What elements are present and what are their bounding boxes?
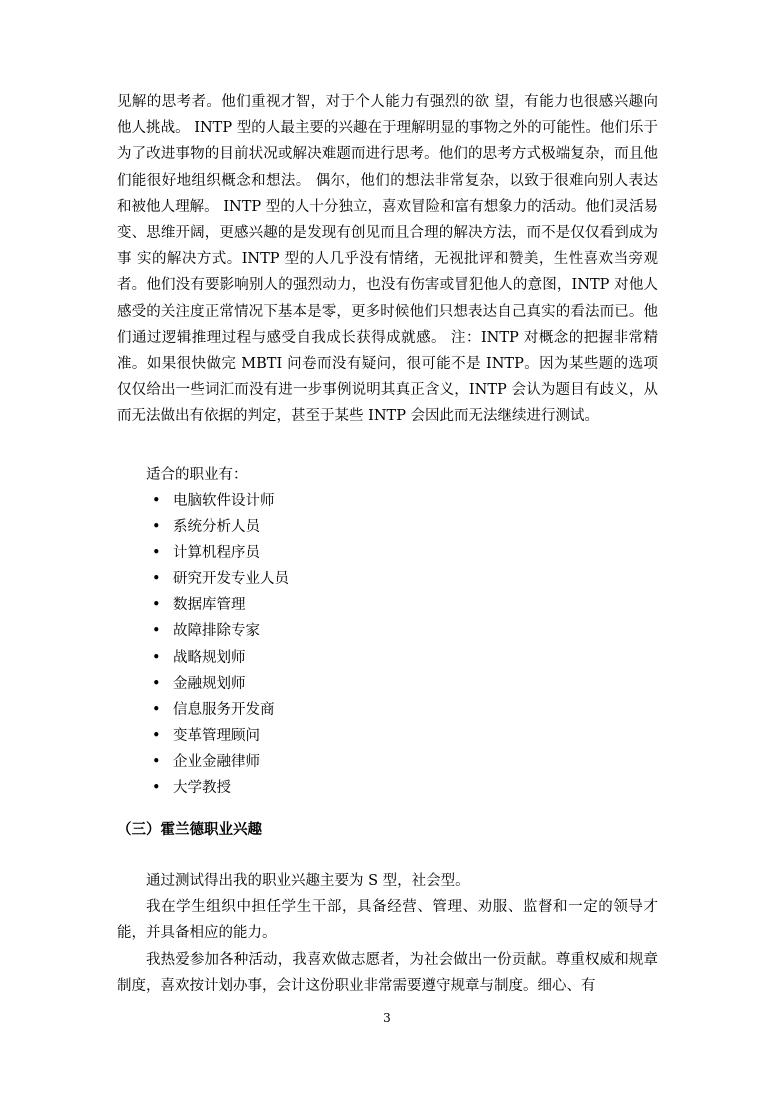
list-item: • 数据库管理 [152,592,289,618]
holland-section-body [117,868,658,999]
list-item: • 战略规划师 [152,645,289,671]
list-item: • 大学教授 [152,775,289,801]
careers-list [152,488,289,801]
bullet-icon: • [152,519,161,536]
bullet-icon: • [152,571,161,588]
list-item: • 研究开发专业人员 [152,566,289,592]
list-item: • 系统分析人员 [152,514,289,540]
bullet-icon: • [152,597,161,614]
bullet-icon: • [152,727,161,744]
list-item: • 计算机程序员 [152,540,289,566]
bullet-icon: • [152,623,161,640]
section-heading: （三）霍兰德职业兴趣 [117,822,262,838]
bullet-icon: • [152,493,161,509]
holland-paragraph: 我热爱参加各种活动，我喜欢做志愿者，为社会做出一份贡献。尊重权威和规章制度，喜欢按计划办事，会计这份职业非常需要遵守规章与制度。细心、有 [117,951,658,994]
list-item: • 信息服务开发商 [152,697,289,723]
list-item: • 电脑软件设计师 [152,488,289,514]
list-item: • 金融规划师 [152,671,289,697]
list-item: • 企业金融律师 [152,749,289,775]
bullet-icon: • [152,780,161,797]
bullet-icon: • [152,649,161,666]
bullet-icon: • [152,753,161,770]
page-number: 3 [383,1011,391,1025]
list-item: • 故障排除专家 [152,618,289,644]
bullet-icon: • [152,545,161,562]
bullet-icon: • [152,701,161,718]
holland-paragraph: 通过测试得出我的职业兴趣主要为 S 型，社会型。 [146,873,470,889]
careers-heading: 适合的职业有： [146,467,248,483]
holland-paragraph: 我在学生组织中担任学生干部，具备经营、管理、劝服、监督和一定的领导才能，并具备相应的能力。 [117,899,658,942]
list-item: • 变革管理顾问 [152,723,289,749]
intp-description-paragraph: 见解的思考者。他们重视才智，对于个人能力有强烈的欲 望，有能力也很感兴趣向他人挑战。 INTP 型的人最主要的兴趣在于理解明显的事物之外的可能性。他们乐于为了改进事物的目前状况或解决难题而进行思考。他们的思考方式极端复杂，而且他们能很好地组织概念和想法。 偶尔，他们的想法非常复杂，以致于很难向别人表达和被他人理解。 INTP 型的人十分独立，喜欢冒险和富有想象力的活动。他们灵活易变、思维开阔，更感兴趣的是发现有创见而且合理的解决方法，而不是仅仅看到成为事 实的解决方式。INTP 型的人几乎没有情绪，无视批评和赞美，生性喜欢当旁观者。他们没有要影响别人的强烈动力，也没有伤害或冒犯他人的意图，INTP 对他人感受的关注度正常情况下基本是零，更多时候他们只想表达自己真实的看法而已。他们通过逻辑推理过程与感受自我成长获得成就感。 注：INTP 对概念的把握非常精准。如果很快做完 MBTI 问卷而没有疑问，很可能不是 INTP。因为某些题的选项仅仅给出一些词汇而没有进一步事例说明其真正含义，INTP 会认为题目有歧义，从而无法做出有依据的判定，甚至于某些 INTP 会因此而无法继续进行测试。 [117,94,658,425]
bullet-icon: • [152,675,161,692]
